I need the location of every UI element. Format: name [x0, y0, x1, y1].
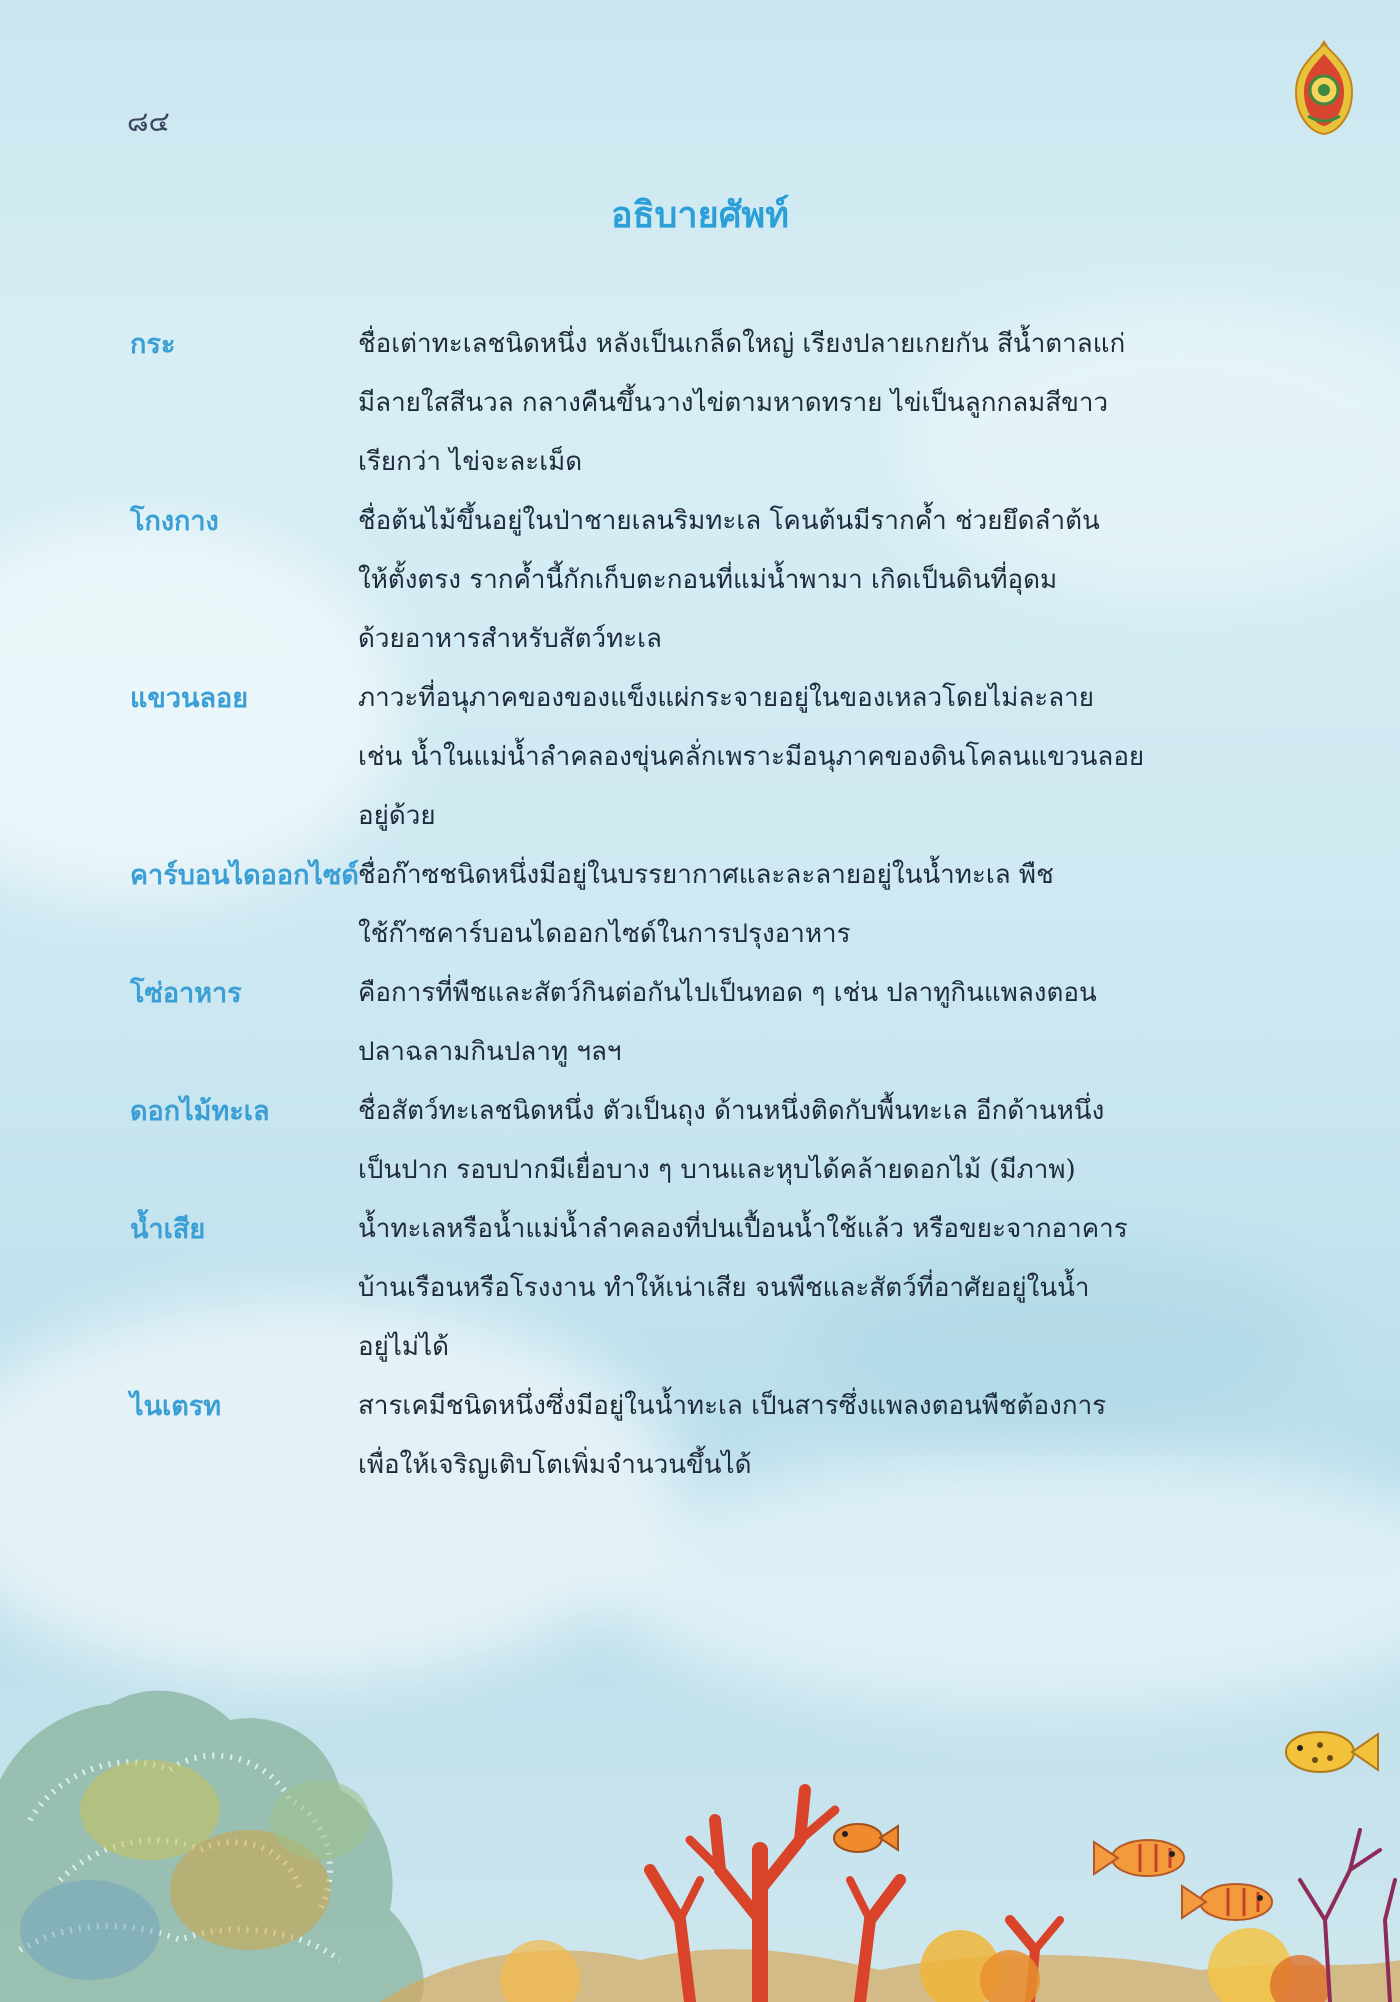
glossary-entry [130, 1377, 1280, 1495]
glossary-definition [358, 1082, 1400, 1200]
glossary-term: โกงกาง [130, 506, 219, 537]
glossary-term: โซ่อาหาร [130, 978, 242, 1009]
glossary-entry [130, 964, 1280, 1082]
glossary-term: ดอกไม้ทะเล [130, 1096, 270, 1127]
glossary-term: คาร์บอนไดออกไซด์ [130, 860, 359, 891]
definition-line: เช่น น้ำในแม่น้ำลำคลองขุ่นคลั่กเพราะมีอนุภาคของดินโคลนแขวนลอย [358, 742, 1145, 772]
definition-line: คือการที่พืชและสัตว์กินต่อกันไปเป็นทอด ๆ เช่น ปลาทูกินแพลงตอน [358, 978, 1097, 1008]
glossary-entry [130, 492, 1280, 669]
definition-line: เพื่อให้เจริญเติบโตเพิ่มจำนวนขึ้นได้ [358, 1450, 752, 1480]
glossary-definition [358, 1200, 1400, 1377]
glossary-entry [130, 846, 1280, 964]
definition-line: บ้านเรือนหรือโรงงาน ทำให้เน่าเสีย จนพืชและสัตว์ที่อาศัยอยู่ในน้ำ [358, 1273, 1090, 1303]
small-orange-fish [834, 1824, 898, 1852]
definition-line: ให้ตั้งตรง รากค้ำนี้กักเก็บตะกอนที่แม่น้ำพามา เกิดเป็นดินที่อุดม [358, 565, 1058, 595]
definition-line: ชื่อเต่าทะเลชนิดหนึ่ง หลังเป็นเกล็ดใหญ่ เรียงปลายเกยกัน สีน้ำตาลแก่ [358, 329, 1126, 359]
definition-line: เรียกว่า ไข่จะละเม็ด [358, 447, 583, 477]
glossary-definition [358, 669, 1400, 846]
page-number: ๘๔ [127, 105, 170, 138]
brain-coral [0, 1691, 424, 2002]
glossary-entry [130, 669, 1280, 846]
striped-fish [1182, 1884, 1272, 1920]
glossary-definition [358, 846, 1400, 964]
glossary-definition [358, 1377, 1400, 1495]
definition-line: ใช้ก๊าซคาร์บอนไดออกไซด์ในการปรุงอาหาร [358, 919, 851, 949]
glossary-term: กระ [130, 329, 176, 360]
definition-line: ชื่อสัตว์ทะเลชนิดหนึ่ง ตัวเป็นถุง ด้านหนึ่งติดกับพื้นทะเล อีกด้านหนึ่ง [358, 1096, 1105, 1126]
definition-line: เป็นปาก รอบปากมีเยื่อบาง ๆ บานและหุบได้คล้ายดอกไม้ (มีภาพ) [358, 1155, 1076, 1185]
glossary-term: ไนเตรท [130, 1391, 222, 1422]
glossary-entry [130, 315, 1280, 492]
glossary-definition [358, 492, 1400, 669]
glossary-term: แขวนลอย [130, 683, 249, 714]
ministry-emblem-icon [1290, 40, 1358, 138]
glossary-entry [130, 1200, 1280, 1377]
striped-fish [1094, 1840, 1184, 1876]
definition-line: อยู่ด้วย [358, 801, 436, 831]
glossary-term: น้ำเสีย [130, 1214, 206, 1245]
glossary-list [130, 315, 1280, 1495]
definition-line: มีลายใสสีนวล กลางคืนขึ้นวางไข่ตามหาดทราย ไข่เป็นลูกกลมสีขาว [358, 388, 1109, 418]
definition-line: ชื่อก๊าซชนิดหนึ่งมีอยู่ในบรรยากาศและละลายอยู่ในน้ำทะเล พืช [358, 860, 1054, 890]
definition-line: ชื่อต้นไม้ขึ้นอยู่ในป่าชายเลนริมทะเล โคนต้นมีรากค้ำ ช่วยยึดลำต้น [358, 506, 1100, 536]
definition-line: ด้วยอาหารสำหรับสัตว์ทะเล [358, 624, 662, 654]
glossary-entry [130, 1082, 1280, 1200]
page-title: อธิบายศัพท์ [610, 195, 790, 236]
glossary-definition [358, 964, 1400, 1082]
glossary-definition [358, 315, 1400, 492]
definition-line: ปลาฉลามกินปลาทู ฯลฯ [358, 1037, 622, 1067]
definition-line: ภาวะที่อนุภาคของของแข็งแผ่กระจายอยู่ในของเหลวโดยไม่ละลาย [358, 683, 1095, 713]
yellow-fish [1286, 1732, 1378, 1772]
definition-line: สารเคมีชนิดหนึ่งซึ่งมีอยู่ในน้ำทะเล เป็นสารซึ่งแพลงตอนพืชต้องการ [358, 1391, 1107, 1421]
definition-line: อยู่ไม่ได้ [358, 1332, 450, 1362]
definition-line: น้ำทะเลหรือน้ำแม่น้ำลำคลองที่ปนเปื้อนน้ำใช้แล้ว หรือขยะจากอาคาร [358, 1214, 1128, 1244]
coral-reef-fish-illustration [0, 1620, 1400, 2002]
